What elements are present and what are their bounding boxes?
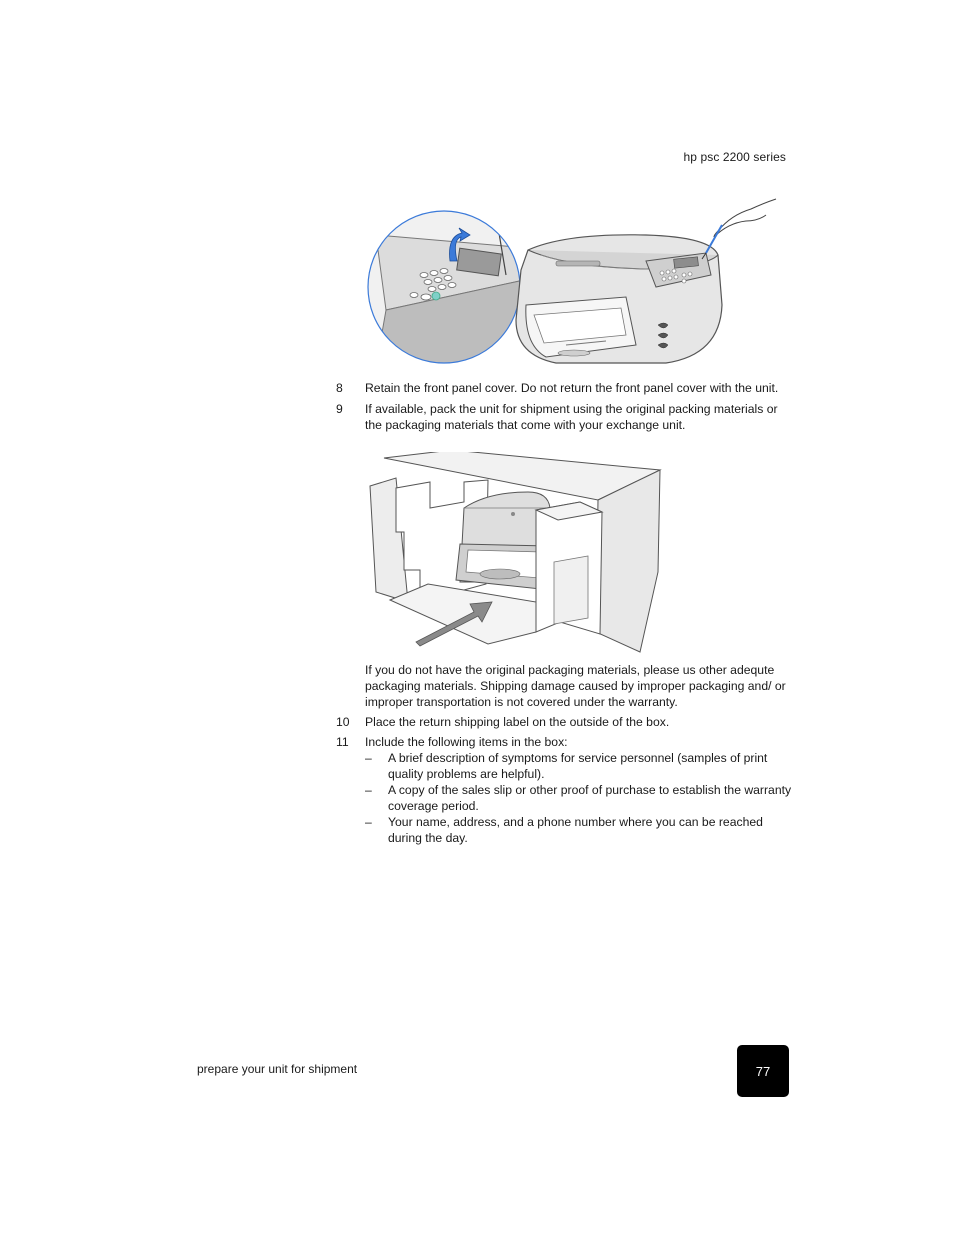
list-item-text: A copy of the sales slip or other proof of purchase to establish the warranty coverage period. xyxy=(388,783,792,813)
page-number-badge xyxy=(737,1045,789,1097)
step-number: 8 xyxy=(336,381,343,395)
step-text: Place the return shipping label on the outside of the box. xyxy=(365,715,670,729)
footer-section-title: prepare your unit for shipment xyxy=(197,1062,358,1076)
step-number: 9 xyxy=(336,402,343,416)
included-items-list xyxy=(365,750,795,846)
step-text: Retain the front panel cover. Do not return the front panel cover with the unit. xyxy=(365,381,779,395)
packing-box-illustration xyxy=(368,452,668,657)
running-header: hp psc 2200 series xyxy=(683,150,786,164)
printer-front-panel-illustration xyxy=(366,195,786,367)
printer-front-panel-cover-removal-illustration-icon xyxy=(366,195,786,367)
step-number: 10 xyxy=(336,715,350,729)
list-item xyxy=(365,814,795,846)
dash-bullet: – xyxy=(365,751,372,765)
step-number: 11 xyxy=(336,735,349,749)
page-number: 77 xyxy=(755,1063,771,1079)
dash-bullet: – xyxy=(365,815,372,829)
list-item-text: A brief description of symptoms for service personnel (samples of print quality problems are helpful). xyxy=(388,751,768,781)
step-text: If available, pack the unit for shipment using the original packing materials or the packaging materials that come with your exchange unit. xyxy=(365,402,778,432)
dash-bullet: – xyxy=(365,783,372,797)
list-item xyxy=(365,750,795,782)
list-item xyxy=(365,782,795,814)
step-text: Include the following items in the box: xyxy=(365,735,568,749)
list-item-text: Your name, address, and a phone number where you can be reached during the day. xyxy=(388,815,763,845)
packaging-note: If you do not have the original packaging materials, please us other adequte packaging materials. Shipping damage caused by improper packaging and/ or improper transportation is not covered under the warranty. xyxy=(365,663,786,709)
printer-packed-in-box-illustration-icon xyxy=(368,452,668,657)
